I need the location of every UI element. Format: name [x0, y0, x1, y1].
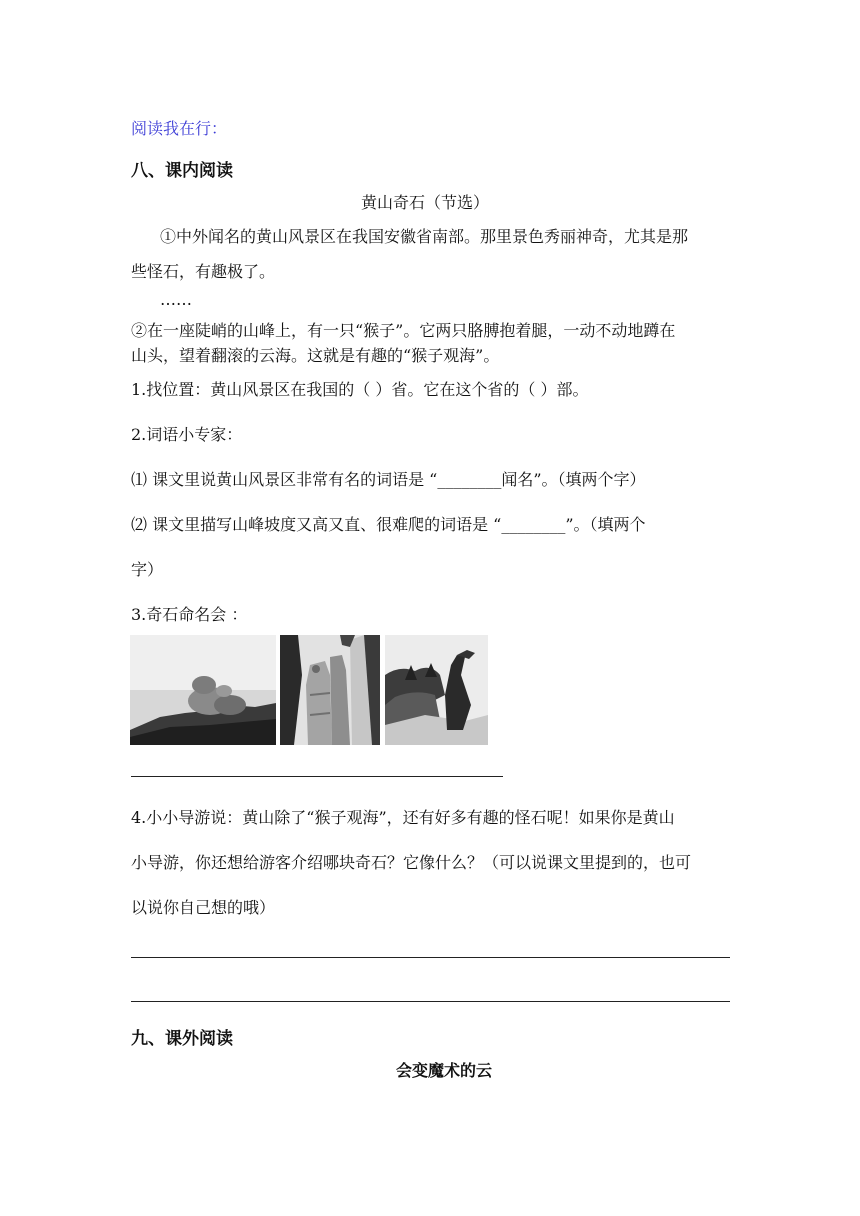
- question-2-1: ⑴ 课文里说黄山风景区非常有名的词语是 “________闻名”。（填两个字）: [131, 470, 646, 489]
- question-1: 1.找位置：黄山风景区在我国的（ ）省。它在这个省的（ ）部。: [131, 380, 589, 399]
- passage-para1-line1: ①中外闻名的黄山风景区在我国安徽省南部。那里景色秀丽神奇，尤其是那: [160, 227, 689, 246]
- question-2-2-line1: ⑵ 课文里描写山峰坡度又高又直、很难爬的词语是 “________”。（填两个: [131, 515, 646, 534]
- answer-line-q3[interactable]: [131, 776, 503, 777]
- passage-title: 黄山奇石（节选）: [361, 193, 490, 212]
- question-4-line2: 小导游，你还想给游客介绍哪块奇石？它像什么？（可以说课文里提到的，也可: [131, 853, 692, 872]
- passage-title-2: 会变魔术的云: [396, 1061, 493, 1080]
- passage-para2-line2: 山头，望着翻滚的云海。这就是有趣的“猴子观海”。: [131, 346, 500, 365]
- intro-label: 阅读我在行：: [131, 119, 228, 138]
- section-8-heading: 八、课内阅读: [131, 161, 233, 181]
- question-3-title: 3.奇石命名会 ：: [131, 605, 248, 624]
- answer-line-q4-2[interactable]: [131, 1001, 730, 1002]
- question-4-line1: 4.小小导游说：黄山除了“猴子观海”，还有好多有趣的怪石呢！如果你是黄山: [131, 808, 675, 827]
- rock-photo-1: [130, 635, 276, 745]
- answer-line-q4-1[interactable]: [131, 957, 730, 958]
- question-2-2-line2: 字）: [131, 560, 164, 579]
- section-9-heading: 九、课外阅读: [131, 1029, 233, 1049]
- question-4-line3: 以说你自己想的哦）: [131, 898, 276, 917]
- passage-para2-line1: ②在一座陡峭的山峰上，有一只“猴子”。它两只胳膊抱着腿，一动不动地蹲在: [131, 321, 676, 340]
- passage-ellipsis: ……: [160, 290, 192, 309]
- rock-photo-3: [385, 635, 488, 745]
- passage-para1-line2: 些怪石，有趣极了。: [131, 262, 276, 281]
- rock-photo-2: [280, 635, 380, 745]
- question-2-title: 2.词语小专家：: [131, 425, 243, 444]
